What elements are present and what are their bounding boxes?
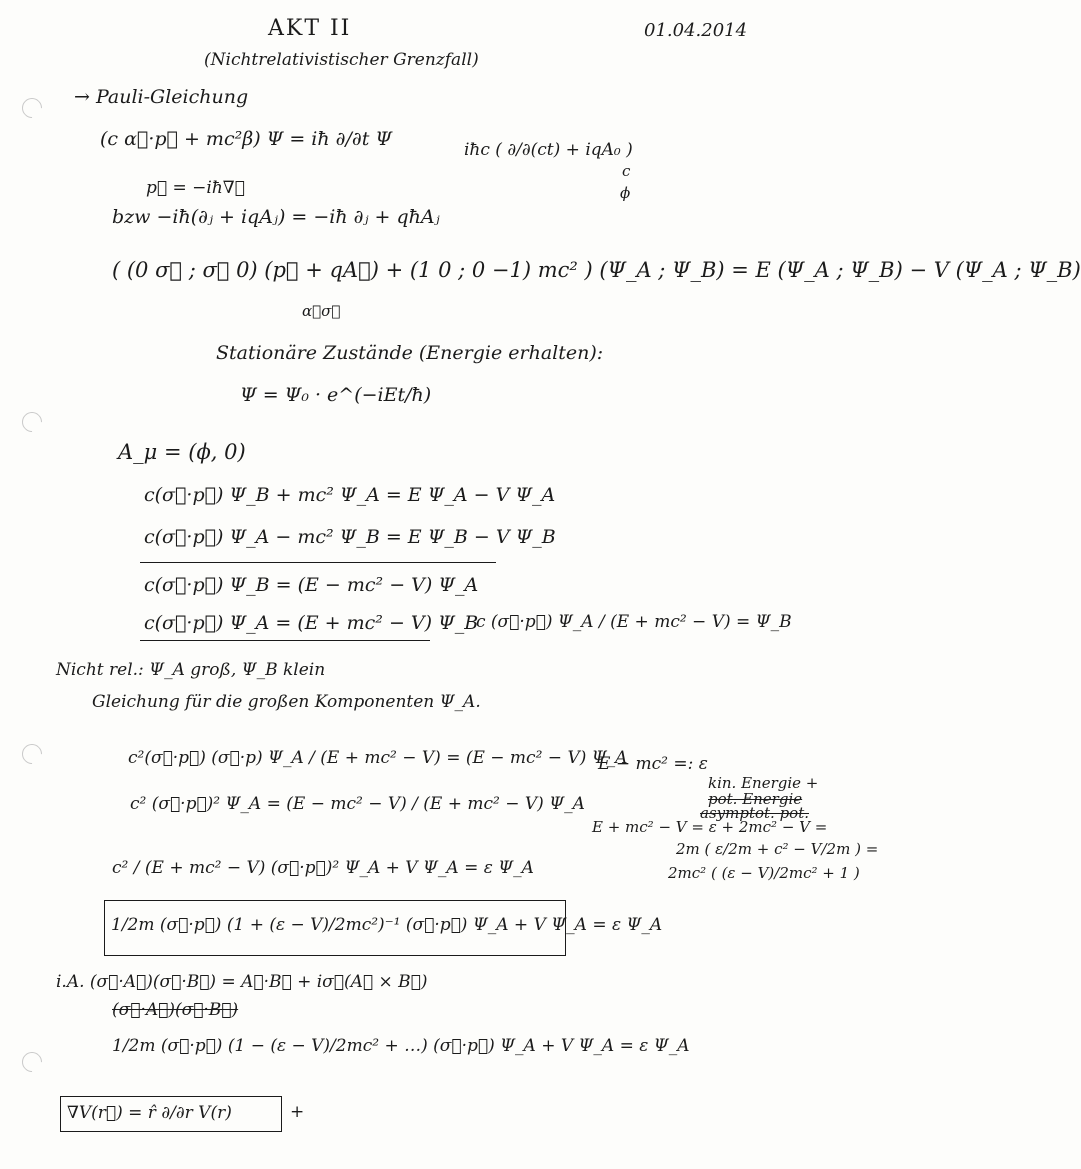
matrix-subscript: α⃗σ⃗ [302,302,341,320]
trailing-plus: + [290,1102,305,1122]
separator-line [140,640,430,641]
page-subtitle: (Nichtrelativistischer Grenzfall) [204,50,479,70]
side-potential-energy: pot. Energie [708,790,803,808]
side-energy-expansion-1: E + mc² − V = ε + 2mc² − V = [592,818,828,836]
equation-3: c(σ⃗·p⃗) Ψ_B = (E − mc² − V) Ψ_A [144,574,479,596]
struck-expression: (σ⃗·A⃗)(σ⃗·B⃗) [112,1000,239,1020]
equation-1: c(σ⃗·p⃗) Ψ_B + mc² Ψ_A = E Ψ_A − V Ψ_A [144,484,556,506]
equation-7: c² / (E + mc² − V) (σ⃗·p⃗)² Ψ_A + V Ψ_A = ε Ψ_A [112,858,534,878]
boxed-equation: 1/2m (σ⃗·p⃗) (1 + (ε − V)/2mc²)⁻¹ (σ⃗·p⃗) Ψ_A + V Ψ_A = ε Ψ_A [111,915,663,935]
punch-hole [18,94,46,122]
equation-6: c² (σ⃗·p⃗)² Ψ_A = (E − mc² − V) / (E + mc² − V) Ψ_A [130,794,585,814]
equation-4: c(σ⃗·p⃗) Ψ_A = (E + mc² − V) Ψ_B [144,612,479,634]
identity-note: i.A. (σ⃗·A⃗)(σ⃗·B⃗) = A⃗·B⃗ + iσ⃗(A⃗ × B⃗) [56,972,428,992]
side-epsilon-definition: E − mc² =: ε [598,754,708,774]
equation-2: c(σ⃗·p⃗) Ψ_A − mc² Ψ_B = E Ψ_B − V Ψ_B [144,526,556,548]
dirac-equation: (c α⃗·p⃗ + mc²β) Ψ = iħ ∂/∂t Ψ [100,128,393,150]
punch-hole [18,740,46,768]
side-energy-expansion-2: 2m ( ε/2m + c² − V/2m ) = [676,840,879,858]
section-heading: → Pauli-Gleichung [74,86,249,108]
covariant-derivative: bzw −iħ(∂ⱼ + iqAⱼ) = −iħ ∂ⱼ + qħAⱼ [112,206,440,228]
equation-5: c²(σ⃗·p⃗) (σ⃗·p) Ψ_A / (E + mc² − V) = (E − mc² − V) Ψ_A [128,748,628,768]
page-title: AKT II [268,16,352,41]
psi-b-expression: c (σ⃗·p⃗) Ψ_A / (E + mc² − V) = Ψ_B [476,612,792,632]
stationary-solution: Ψ = Ψ₀ · e^(−iEt/ħ) [240,384,432,406]
gradient-box [60,1096,282,1132]
side-note-phi: ϕ [620,184,631,202]
side-note-c: c [622,162,631,180]
side-energy-expansion-3: 2mc² ( (ε − V)/2mc² + 1 ) [668,864,860,882]
punch-hole [18,1048,46,1076]
date: 01.04.2014 [644,20,748,41]
punch-hole [18,408,46,436]
gradient-equation: ∇V(r⃗) = r̂ ∂/∂r V(r) [67,1103,232,1123]
separator-line [140,562,496,563]
side-kinetic-energy: kin. Energie + [708,774,819,792]
stationary-heading: Stationäre Zustände (Energie erhalten): [216,342,604,364]
expanded-equation: 1/2m (σ⃗·p⃗) (1 − (ε − V)/2mc² + …) (σ⃗·p⃗) Ψ_A + V Ψ_A = ε Ψ_A [112,1036,690,1056]
boxed-result [104,900,663,956]
large-component-note: Gleichung für die großen Komponenten Ψ_A. [92,692,481,712]
momentum-operator: p⃗ = −iħ∇⃗ [146,178,245,198]
side-asymptotic: asymptot. pot. [700,804,809,822]
four-potential: A_μ = (ϕ, 0) [118,440,246,464]
nonrelativistic-note: Nicht rel.: Ψ_A groß, Ψ_B klein [56,660,326,680]
matrix-equation: ( (0 σ⃗ ; σ⃗ 0) (p⃗ + qA⃗) + (1 0 ; 0 −1) mc² ) (Ψ_A ; Ψ_B) = E (Ψ_A ; Ψ_B) − V (Ψ_A ; Ψ_B) [112,258,1081,282]
side-note-time-derivative: iħc ( ∂/∂(ct) + iqA₀ ) [464,140,633,160]
